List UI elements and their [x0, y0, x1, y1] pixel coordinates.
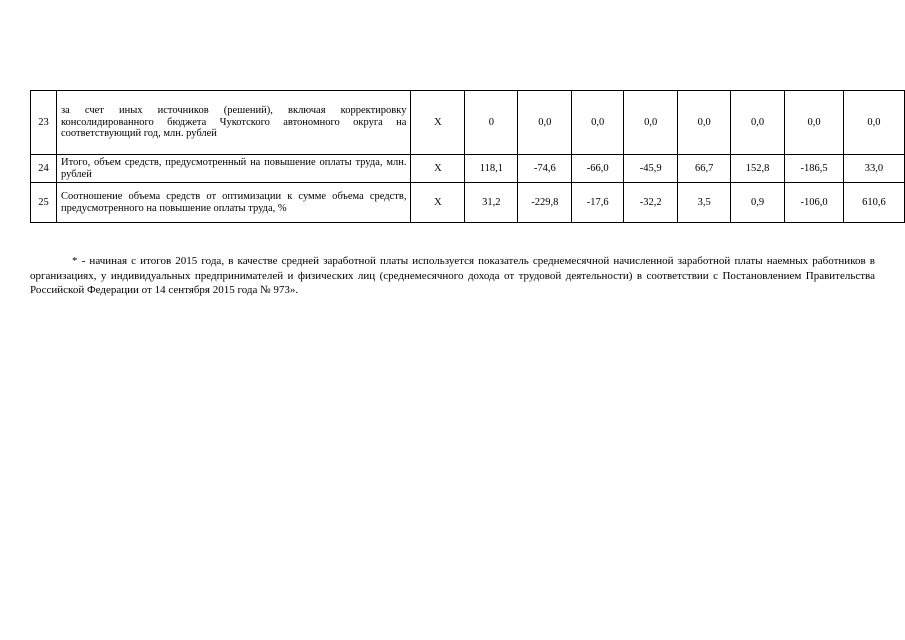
- table-row: [31, 183, 905, 223]
- table-row: [31, 155, 905, 183]
- table-cell: -17,6: [572, 183, 624, 223]
- table-cell: -106,0: [785, 183, 844, 223]
- table-cell: 33,0: [843, 155, 904, 183]
- table-cell: -229,8: [518, 183, 572, 223]
- row-number: 25: [31, 183, 57, 223]
- table-cell: X: [411, 183, 465, 223]
- table-cell: 0,0: [678, 91, 731, 155]
- wage-funding-table: [30, 90, 905, 223]
- table-cell: X: [411, 155, 465, 183]
- row-number: 23: [31, 91, 57, 155]
- table-cell: -66,0: [572, 155, 624, 183]
- table-row: [31, 91, 905, 155]
- table-cell: -186,5: [785, 155, 844, 183]
- footnote: * - начиная с итогов 2015 года, в качестве средней заработной платы используется показатель среднемесячной начисленной заработной платы наемных работников в организациях, у индивидуальных предпринимателей и физических лиц (среднемесячного дохода от трудовой деятельности) в соответствии с Постановлением Правительства Российской Федерации от 14 сентября 2015 года № 973».: [30, 255, 875, 296]
- table-cell: 0,0: [518, 91, 572, 155]
- table-cell: -45,9: [624, 155, 678, 183]
- row-description: Итого, объем средств, предусмотренный на повышение оплаты труда, млн. рублей: [56, 155, 410, 183]
- table-cell: 0,0: [731, 91, 785, 155]
- table-cell: 118,1: [465, 155, 518, 183]
- table-cell: 0,0: [624, 91, 678, 155]
- table-cell: -32,2: [624, 183, 678, 223]
- table-cell: 152,8: [731, 155, 785, 183]
- table-cell: X: [411, 91, 465, 155]
- table-cell: 0,0: [572, 91, 624, 155]
- table-cell: 0,0: [785, 91, 844, 155]
- table-cell: 0: [465, 91, 518, 155]
- table-cell: 0,9: [731, 183, 785, 223]
- row-number: 24: [31, 155, 57, 183]
- table-cell: -74,6: [518, 155, 572, 183]
- table-cell: 3,5: [678, 183, 731, 223]
- table-cell: 66,7: [678, 155, 731, 183]
- table-cell: 31,2: [465, 183, 518, 223]
- row-description: за счет иных источников (решений), включая корректировку консолидированного бюджета Чукотского автономного округа на соответствующий год, млн. рублей: [56, 91, 410, 155]
- row-description: Соотношение объема средств от оптимизации к сумме объема средств, предусмотренного на повышение оплаты труда, %: [56, 183, 410, 223]
- table-cell: 610,6: [843, 183, 904, 223]
- table-cell: 0,0: [843, 91, 904, 155]
